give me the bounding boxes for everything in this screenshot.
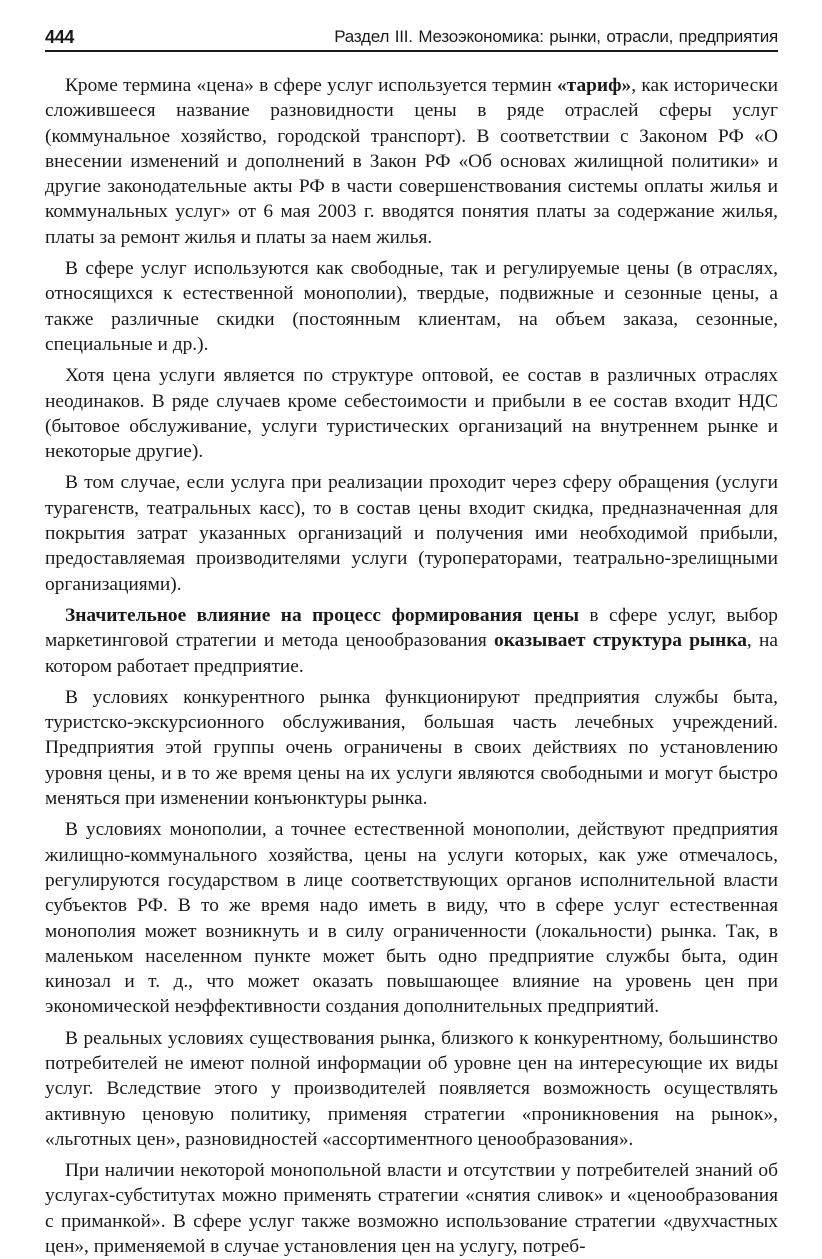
running-title: Раздел III. Мезоэкономика: рынки, отрасли, предприятия bbox=[334, 27, 778, 46]
paragraph-9 bbox=[45, 1158, 778, 1259]
paragraph-text: В условиях конкурентного рынка функционируют предприятия службы быта, туристско-экскурсионного обслуживания, большая часть лечебных учреждений. Предприятия этой группы очень ограничены в своих действиях по установлению уровня цены, и в то же время цены на их услуги являются свободными и могут быстро меняться при изменении конъюнктуры рынка. bbox=[45, 686, 778, 810]
page-header bbox=[45, 0, 778, 52]
paragraph-text: , на котором работает предприятие. bbox=[45, 630, 778, 677]
paragraph-text: В условиях монополии, а точнее естественной монополии, действуют предприятия жилищно-коммунального хозяйства, цены на услуги которых, как уже отмечалось, регулируются государством в лице соответствующих органов исполнительной власти субъектов РФ. В то же время надо иметь в виду, что в сфере услуг естественная монополия может возникнуть и в силу ограниченности (локальности) рынка. Так, в маленьком населенном пункте может быть одно предприятие службы быта, один кинозал и т. д., что может оказать повышающее влияние на уровень цен при экономической неэффективности создания дополнительных предприятий. bbox=[45, 819, 778, 1018]
bold-phrase-market-structure: оказывает структура рынка bbox=[494, 630, 747, 652]
paragraph-1 bbox=[45, 73, 778, 250]
paragraph-text: Кроме термина «цена» в сфере услуг используется термин bbox=[65, 75, 557, 96]
bold-term-tariff: «тариф» bbox=[556, 75, 632, 96]
paragraph-6 bbox=[45, 685, 778, 811]
paragraph-text: , как исторически сложившееся название разновидности цены в ряде отраслей сферы услуг (коммунальное хозяйство, городской транспорт). В соответствии с Законом РФ «О внесении изменений и дополнений в Закон РФ «Об основах жилищной политики» и другие законодательные акты РФ в части совершенствования системы оплаты жилья и коммунальных услуг» от 6 мая 2003 г. вводятся понятия платы за содержание жилья, платы за ремонт жилья и платы за наем жилья. bbox=[45, 75, 778, 248]
bold-phrase-price-influence: Значительное влияние на процесс формирования цены bbox=[65, 604, 579, 626]
paragraph-text: Хотя цена услуги является по структуре оптовой, ее состав в различных отраслях неодинаков. В ряде случаев кроме себестоимости и прибыли в ее состав входит НДС (бытовое обслуживание, услуги туристических организаций на внутреннем рынке и некоторые другие). bbox=[45, 365, 778, 463]
paragraph-5 bbox=[45, 603, 778, 679]
paragraph-2 bbox=[45, 256, 778, 357]
paragraph-4 bbox=[45, 470, 778, 596]
paragraph-8 bbox=[45, 1026, 778, 1152]
paragraph-text: В реальных условиях существования рынка, близкого к конкурентному, большинство потребителей не имеют полной информации об уровне цен на интересующие их виды услуг. Вследствие этого у производителей появляется возможность осуществлять активную ценовую политику, применяя стратегии «проникновения на рынок», «льготных цен», разновидностей «ассортиментного ценообразования». bbox=[45, 1027, 778, 1150]
body-text bbox=[45, 73, 778, 1259]
paragraph-text: В том случае, если услуга при реализации проходит через сферу обращения (услуги турагенств, театральных касс), то в состав цены входит скидка, предназначенная для покрытия затрат указанных организаций и получения ими необходимой прибыли, предоставляемая производителями услуги (туроператорами, театрально-зрелищными организациями). bbox=[45, 472, 778, 595]
paragraph-text: При наличии некоторой монопольной власти и отсутствии у потребителей знаний об услугах-субститутах можно применять стратегии «снятия сливок» и «ценообразования с приманкой». В сфере услуг также возможно использование стратегии «двухчастных цен», применяемой в случае установления цен на услугу, потреб- bbox=[45, 1160, 778, 1258]
paragraph-text: в сфере услуг, выбор маркетинговой стратегии и метода ценообразования bbox=[45, 604, 778, 652]
paragraph-3 bbox=[45, 363, 778, 464]
paragraph-7 bbox=[45, 817, 778, 1019]
paragraph-text: В сфере услуг используются как свободные, так и регулируемые цены (в отраслях, относящихся к естественной монополии), твердые, подвижные и сезонные цены, а также различные скидки (постоянным клиентам, на объем заказа, сезонные, специальные и др.). bbox=[45, 258, 778, 355]
page-number: 444 bbox=[45, 27, 75, 47]
